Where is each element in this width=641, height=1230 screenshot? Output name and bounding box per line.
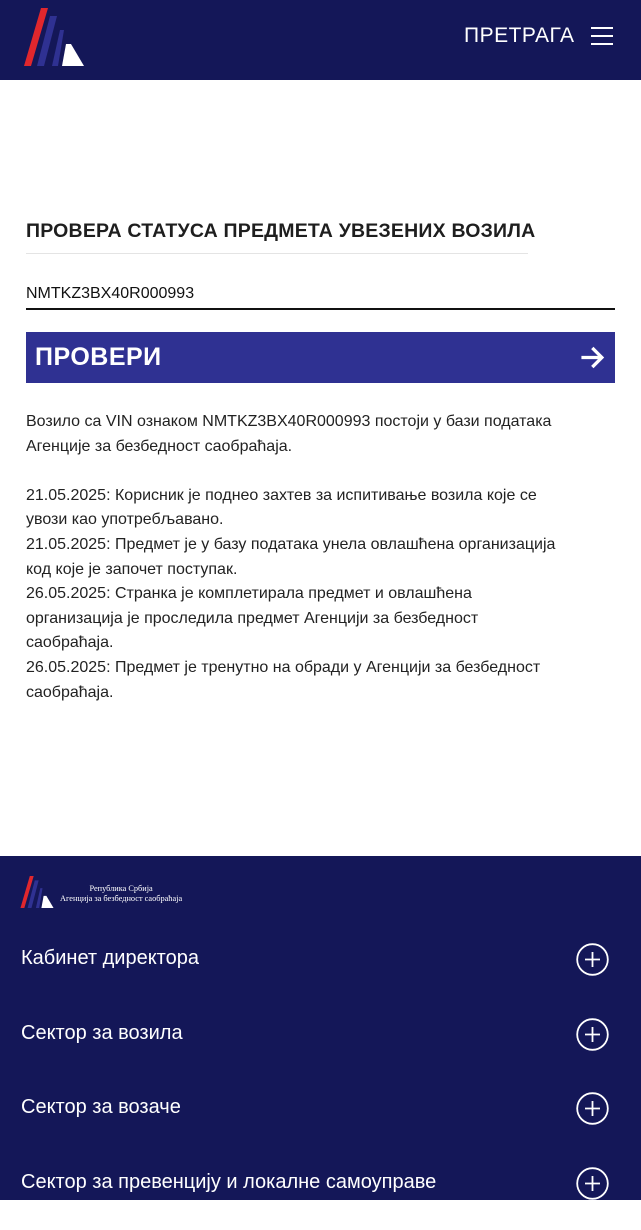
site-header — [0, 0, 641, 80]
plus-circle-icon[interactable] — [576, 943, 609, 976]
event-line: 21.05.2025: Предмет је у базу података унела овлашћена организација — [26, 535, 556, 553]
title-divider — [26, 253, 528, 254]
event-entry — [26, 484, 606, 533]
event-entry — [26, 533, 606, 582]
footer-item-prevention[interactable] — [0, 1170, 641, 1230]
footer-item-vehicles[interactable] — [0, 1021, 641, 1081]
plus-circle-icon[interactable] — [576, 1167, 609, 1200]
abs-logo-icon[interactable] — [20, 876, 54, 908]
footer-item-label: Сектор за превенцију и локалне самоуправе — [21, 1171, 437, 1193]
event-entry — [26, 656, 606, 705]
event-line: 26.05.2025: Странка је комплетирала предмет и овлашћена — [26, 585, 472, 603]
footer-org-line: Република Србија — [89, 884, 153, 893]
result-panel — [26, 410, 606, 705]
event-line: саобраћаја. — [26, 683, 114, 701]
event-line: 26.05.2025: Предмет је тренутно на обради у Агенцији за безбедност — [26, 658, 541, 676]
result-summary-line: Агенције за безбедност саобраћаја. — [26, 437, 293, 455]
plus-circle-icon[interactable] — [576, 1092, 609, 1125]
search-link[interactable]: ПРЕТРАГА — [464, 24, 575, 47]
check-button-label: ПРОВЕРИ — [35, 343, 162, 371]
footer-item-label: Сектор за возила — [21, 1022, 183, 1044]
plus-circle-icon[interactable] — [576, 1018, 609, 1051]
hamburger-menu-icon[interactable] — [591, 27, 613, 45]
vin-input[interactable] — [26, 280, 615, 310]
event-line: увози као употребљавано. — [26, 511, 224, 529]
event-line: 21.05.2025: Корисник је поднео захтев за испитивање возила које се — [26, 486, 537, 504]
event-line: организација је проследила предмет Агенцији за безбедност — [26, 609, 479, 627]
event-line: код које је започет поступак. — [26, 560, 238, 578]
abs-logo-icon[interactable] — [24, 8, 84, 66]
footer-item-label: Сектор за возаче — [21, 1096, 181, 1118]
result-summary — [26, 410, 606, 459]
footer-org-name — [60, 884, 182, 904]
event-entry — [26, 582, 606, 656]
footer-item-label: Кабинет директора — [21, 947, 199, 969]
check-button[interactable] — [26, 332, 615, 383]
footer-item-cabinet[interactable] — [0, 946, 641, 1006]
result-summary-line: Возило са VIN ознаком NMTKZ3BX40R000993 постоји у бази података — [26, 413, 552, 430]
page-title: ПРОВЕРА СТАТУСА ПРЕДМЕТА УВЕЗЕНИХ ВОЗИЛА — [26, 220, 536, 242]
event-line: саобраћаја. — [26, 634, 114, 652]
site-footer — [0, 856, 641, 1200]
footer-org-line: Агенција за безбедност саобраћаја — [60, 894, 183, 903]
arrow-right-icon — [581, 345, 606, 370]
footer-item-drivers[interactable] — [0, 1095, 641, 1155]
